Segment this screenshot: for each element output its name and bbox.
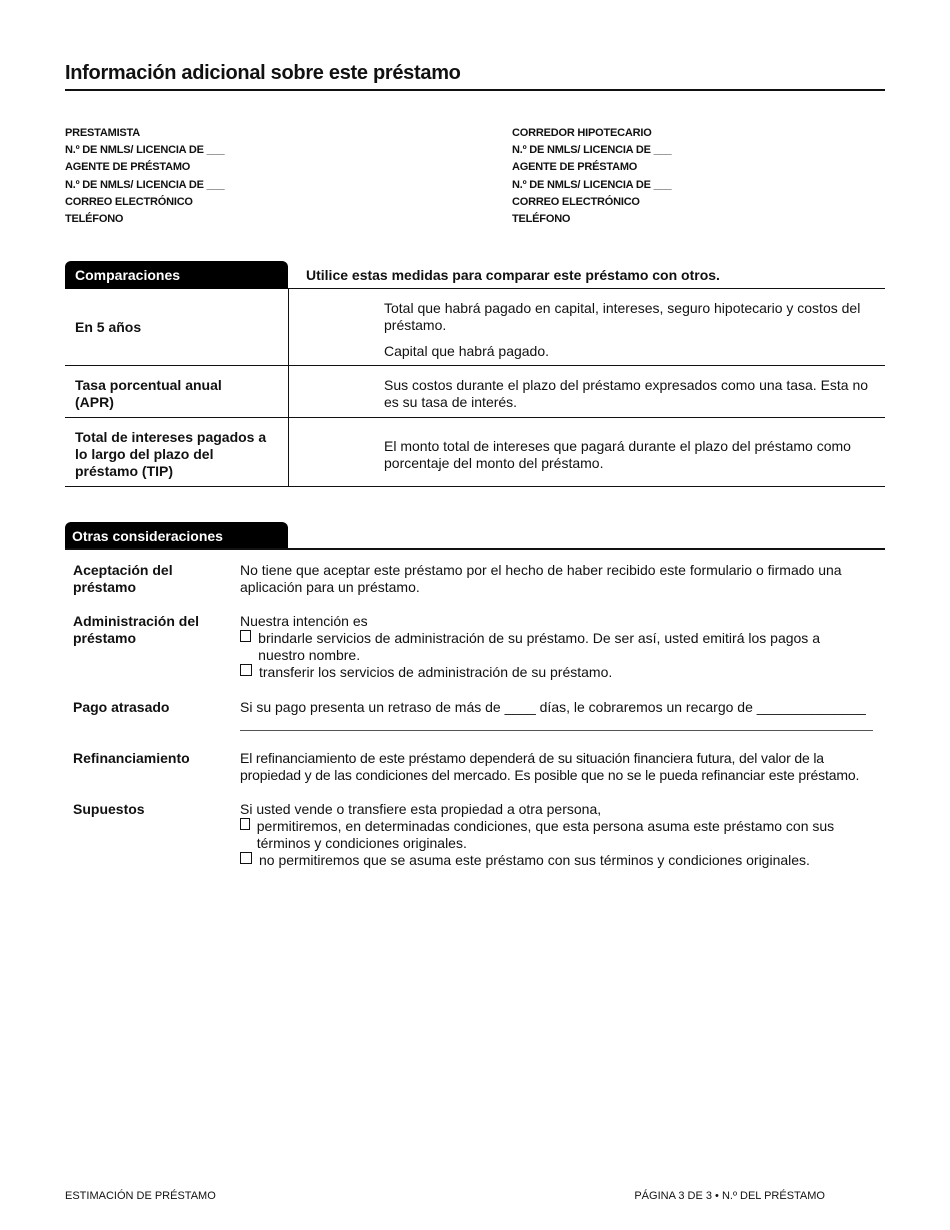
assumption-block (240, 801, 870, 869)
row-text-apr: Sus costos durante el plazo del préstamo expresados como una tasa. Esta no es su tasa de interés. (384, 377, 869, 410)
broker-nmls: N.º DE NMLS/ LICENCIA DE ___ (512, 144, 672, 157)
divider (288, 289, 289, 486)
comparisons-header: Utilice estas medidas para comparar este préstamo con otros. (306, 267, 720, 283)
broker-label: CORREDOR HIPOTECARIO (512, 127, 652, 139)
row-label-tip: Total de intereses pagados a lo largo del plazo del préstamo (TIP) (75, 429, 267, 479)
divider (288, 288, 885, 289)
lender-nmls: N.º DE NMLS/ LICENCIA DE ___ (65, 144, 225, 157)
divider (65, 548, 885, 550)
assumption-label: Supuestos (73, 801, 145, 817)
assumption-intro: Si usted vende o transfiere esta propiedad a otra persona, (240, 801, 602, 817)
broker-info (512, 125, 671, 228)
title-rule (65, 89, 885, 91)
broker-officer: AGENTE DE PRÉSTAMO (512, 161, 638, 174)
page-title: Información adicional sobre este préstamo (65, 62, 461, 84)
lender-email: CORREO ELECTRÓNICO (65, 195, 193, 208)
acceptance-label: Aceptación del préstamo (73, 562, 173, 595)
servicing-keep-checkbox[interactable] (240, 630, 251, 642)
lender-label: PRESTAMISTA (65, 127, 141, 139)
divider (65, 486, 885, 487)
broker-email: CORREO ELECTRÓNICO (512, 195, 640, 208)
divider (240, 730, 873, 731)
broker-officer-nmls: N.º DE NMLS/ LICENCIA DE ___ (512, 178, 672, 191)
assumption-deny-checkbox[interactable] (240, 852, 252, 864)
row-label-apr: Tasa porcentual anual (APR) (75, 377, 222, 410)
divider (65, 417, 885, 418)
servicing-transfer-checkbox[interactable] (240, 664, 252, 676)
lender-phone: TELÉFONO (65, 213, 124, 226)
other-tab: Otras consideraciones (65, 522, 288, 549)
divider (65, 365, 885, 366)
refi-text: El refinanciamiento de este préstamo dependerá de su situación financiera futura, del valor de la propiedad y de las condiciones del mercado. Es posible que no se le pueda refinanciar este préstamo. (240, 750, 860, 783)
late-label: Pago atrasado (73, 699, 170, 715)
row-text2-5yr: Capital que habrá pagado. (384, 343, 550, 359)
comparisons-tab: Comparaciones (65, 261, 288, 289)
lender-officer-nmls: N.º DE NMLS/ LICENCIA DE ___ (65, 178, 225, 191)
acceptance-text: No tiene que aceptar este préstamo por el hecho de haber recibido este formulario o firmado una aplicación para un préstamo. (240, 562, 842, 595)
late-text: Si su pago presenta un retraso de más de ____ días, le cobraremos un recargo de ______________ (240, 699, 866, 715)
assumption-allow-checkbox[interactable] (240, 818, 250, 830)
row-text-tip: El monto total de intereses que pagará durante el plazo del préstamo como porcentaje del monto del préstamo. (384, 438, 851, 471)
servicing-intro: Nuestra intención es (240, 613, 368, 629)
footer-right: PÁGINA 3 DE 3 • N.º DEL PRÉSTAMO (634, 1190, 825, 1202)
row-label-5yr: En 5 años (75, 319, 142, 335)
refi-label: Refinanciamiento (73, 750, 190, 766)
servicing-block (240, 613, 870, 681)
servicing-transfer-label: transferir los servicios de administración de su préstamo. (259, 664, 613, 680)
broker-phone: TELÉFONO (512, 213, 571, 226)
lender-officer: AGENTE DE PRÉSTAMO (65, 161, 191, 174)
lender-info (65, 125, 224, 228)
servicing-keep-label: brindarle servicios de administración de su préstamo. De ser así, usted emitirá los pagos a nuestro nombre. (258, 630, 820, 663)
servicing-label: Administración del préstamo (73, 613, 200, 646)
row-text-5yr: Total que habrá pagado en capital, intereses, seguro hipotecario y costos del préstamo. (384, 300, 861, 333)
assumption-allow-label: permitiremos, en determinadas condiciones, que esta persona asuma este préstamo con sus términos y condiciones originales. (256, 818, 835, 851)
footer-left: ESTIMACIÓN DE PRÉSTAMO (65, 1190, 216, 1202)
assumption-deny-label: no permitiremos que se asuma este préstamo con sus términos y condiciones originales. (259, 852, 810, 868)
